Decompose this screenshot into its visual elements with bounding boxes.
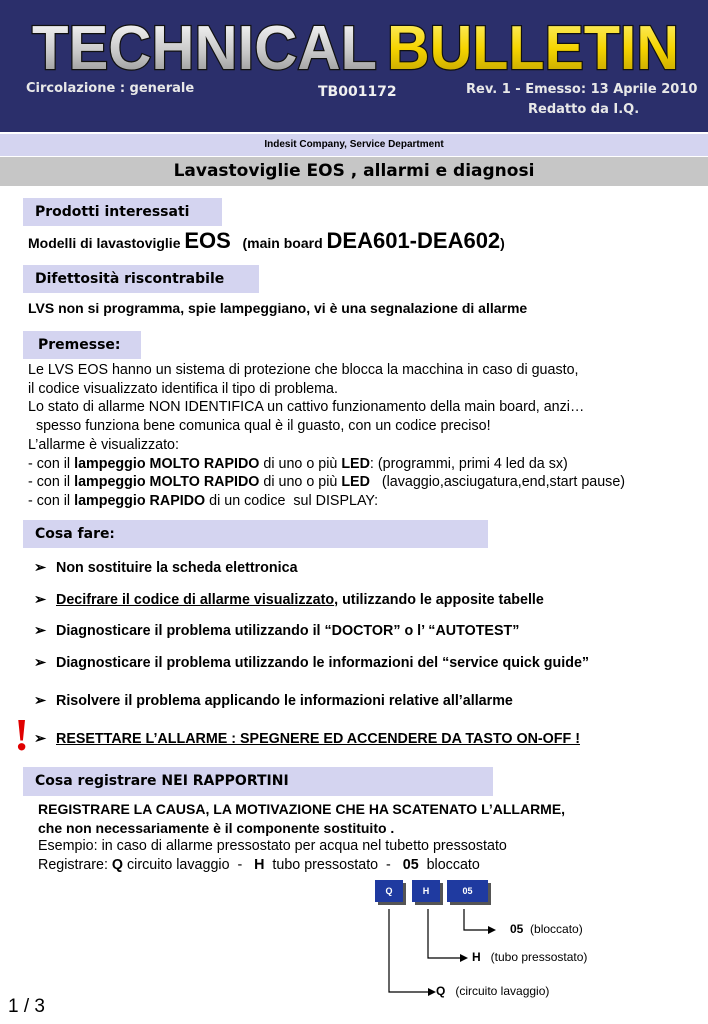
section-premesse bbox=[23, 331, 141, 359]
models-eos: EOS bbox=[184, 228, 231, 253]
bullet-item bbox=[34, 623, 519, 639]
label-05: 05 (bloccato) bbox=[510, 922, 583, 936]
section-cosa-fare bbox=[23, 520, 488, 548]
difettosita-text: LVS non si programma, spie lampeggiano, vi è una segnalazione di allarme bbox=[28, 300, 528, 316]
rapportini-line: Esempio: in caso di allarme pressostato per acqua nel tubetto pressostato bbox=[38, 838, 507, 855]
bullet-text-underlined: Decifrare il codice di allarme visualizzato bbox=[56, 592, 335, 608]
models-end: ) bbox=[500, 235, 505, 251]
section-premesse-label: Premesse: bbox=[38, 337, 121, 353]
bullet-text: Non sostituire la scheda elettronica bbox=[56, 560, 298, 576]
premesse-line: il codice visualizzato identifica il tipo di problema. bbox=[28, 380, 338, 397]
section-prodotti-label: Prodotti interessati bbox=[35, 204, 190, 220]
section-difettosita-label: Difettosità riscontrabile bbox=[35, 271, 225, 287]
bullet-text: Diagnosticare il problema utilizzando il “DOCTOR” o l’ “AUTOTEST” bbox=[56, 623, 520, 639]
rapportini-line: Registrare: Q circuito lavaggio - H tubo pressostato - 05 bloccato bbox=[38, 857, 480, 874]
section-rapportini bbox=[23, 767, 493, 796]
premesse-line: - con il lampeggio MOLTO RAPIDO di uno o più LED: (programmi, primi 4 led da sx) bbox=[28, 455, 568, 472]
premesse-line: Lo stato di allarme NON IDENTIFICA un cattivo funzionamento della main board, anzi… bbox=[28, 399, 585, 416]
premesse-text bbox=[28, 361, 625, 511]
premesse-line: - con il lampeggio MOLTO RAPIDO di uno o più LED (lavaggio,asciugatura,end,start pause) bbox=[28, 474, 626, 491]
title-technical: TECHNICAL bbox=[32, 14, 377, 83]
code-box-h: H bbox=[412, 880, 440, 902]
models-board: DEA601-DEA602 bbox=[326, 228, 501, 253]
bullet-item bbox=[34, 592, 544, 608]
arrowhead-h-icon bbox=[460, 954, 468, 962]
connector-05 bbox=[464, 909, 488, 930]
label-q: Q (circuito lavaggio) bbox=[436, 984, 550, 998]
rapportini-line: che non necessariamente è il componente sostituito . bbox=[38, 819, 395, 836]
connector-q bbox=[389, 909, 428, 992]
arrow-bullet-icon: ➢ bbox=[34, 623, 46, 639]
arrowhead-05-icon bbox=[488, 926, 496, 934]
circolazione: Circolazione : generale bbox=[26, 81, 195, 96]
section-difettosita bbox=[23, 265, 259, 293]
arrow-bullet-icon: ➢ bbox=[34, 560, 46, 576]
section-cosa-fare-colon: : bbox=[109, 527, 115, 542]
section-rapportini-label: Cosa registrare NEI RAPPORTINI bbox=[35, 773, 289, 789]
code-box-05: 05 bbox=[447, 880, 488, 902]
models-prefix: Modelli di lavastoviglie bbox=[28, 235, 185, 251]
premesse-line: Le LVS EOS hanno un sistema di protezione che blocca la macchina in caso di guasto, bbox=[28, 362, 579, 378]
code-box-q: Q bbox=[375, 880, 403, 902]
models-mid: (main board bbox=[230, 235, 327, 251]
revision-info: Rev. 1 - Emesso: 13 Aprile 2010 bbox=[466, 82, 698, 97]
bulletin-title bbox=[0, 6, 708, 86]
author: Redatto da I.Q. bbox=[528, 102, 640, 117]
rapportini-line: REGISTRARE LA CAUSA, LA MOTIVAZIONE CHE HA SCATENATO L’ALLARME, bbox=[38, 801, 566, 817]
bullet-item bbox=[34, 693, 513, 709]
premesse-line: spesso funziona bene comunica qual è il guasto, con un codice preciso! bbox=[28, 418, 491, 435]
premesse-line: L’allarme è visualizzato: bbox=[28, 436, 179, 453]
premesse-line: - con il lampeggio RAPIDO di un codice sul DISPLAY: bbox=[28, 492, 379, 509]
bullet-item bbox=[34, 560, 298, 576]
bullet-item-reset bbox=[34, 731, 580, 747]
bullet-text: Diagnosticare il problema utilizzando le informazioni del “service quick guide” bbox=[56, 655, 590, 671]
warning-exclamation-icon: ! bbox=[14, 709, 30, 760]
bulletin-code: TB001172 bbox=[318, 84, 397, 100]
subject-bar bbox=[0, 157, 708, 186]
arrow-bullet-icon: ➢ bbox=[34, 655, 46, 671]
subject-title: Lavastoviglie EOS , allarmi e diagnosi bbox=[173, 161, 535, 181]
company-bar bbox=[0, 134, 708, 156]
bullet-text: , utilizzando le apposite tabelle bbox=[334, 592, 544, 608]
label-h: H (tubo pressostato) bbox=[472, 950, 588, 964]
arrowhead-q-icon bbox=[428, 988, 436, 996]
company-name: Indesit Company, Service Department bbox=[264, 139, 444, 150]
title-bulletin: BULLETIN bbox=[387, 14, 679, 83]
connector-h bbox=[428, 909, 460, 958]
bullet-text: Risolvere il problema applicando le informazioni relative all’allarme bbox=[56, 693, 513, 709]
page-number: 1 / 3 bbox=[8, 996, 45, 1017]
rapportini-text bbox=[38, 800, 565, 875]
arrow-bullet-icon: ➢ bbox=[34, 693, 46, 709]
models-line bbox=[28, 228, 505, 254]
arrow-bullet-icon: ➢ bbox=[34, 731, 46, 747]
arrow-bullet-icon: ➢ bbox=[34, 592, 46, 608]
section-cosa-fare-label: Cosa fare bbox=[35, 526, 110, 542]
section-prodotti bbox=[23, 198, 222, 226]
bullet-text-underlined: RESETTARE L’ALLARME : SPEGNERE ED ACCENDERE DA TASTO ON-OFF ! bbox=[56, 731, 580, 747]
bullet-item bbox=[34, 655, 589, 671]
